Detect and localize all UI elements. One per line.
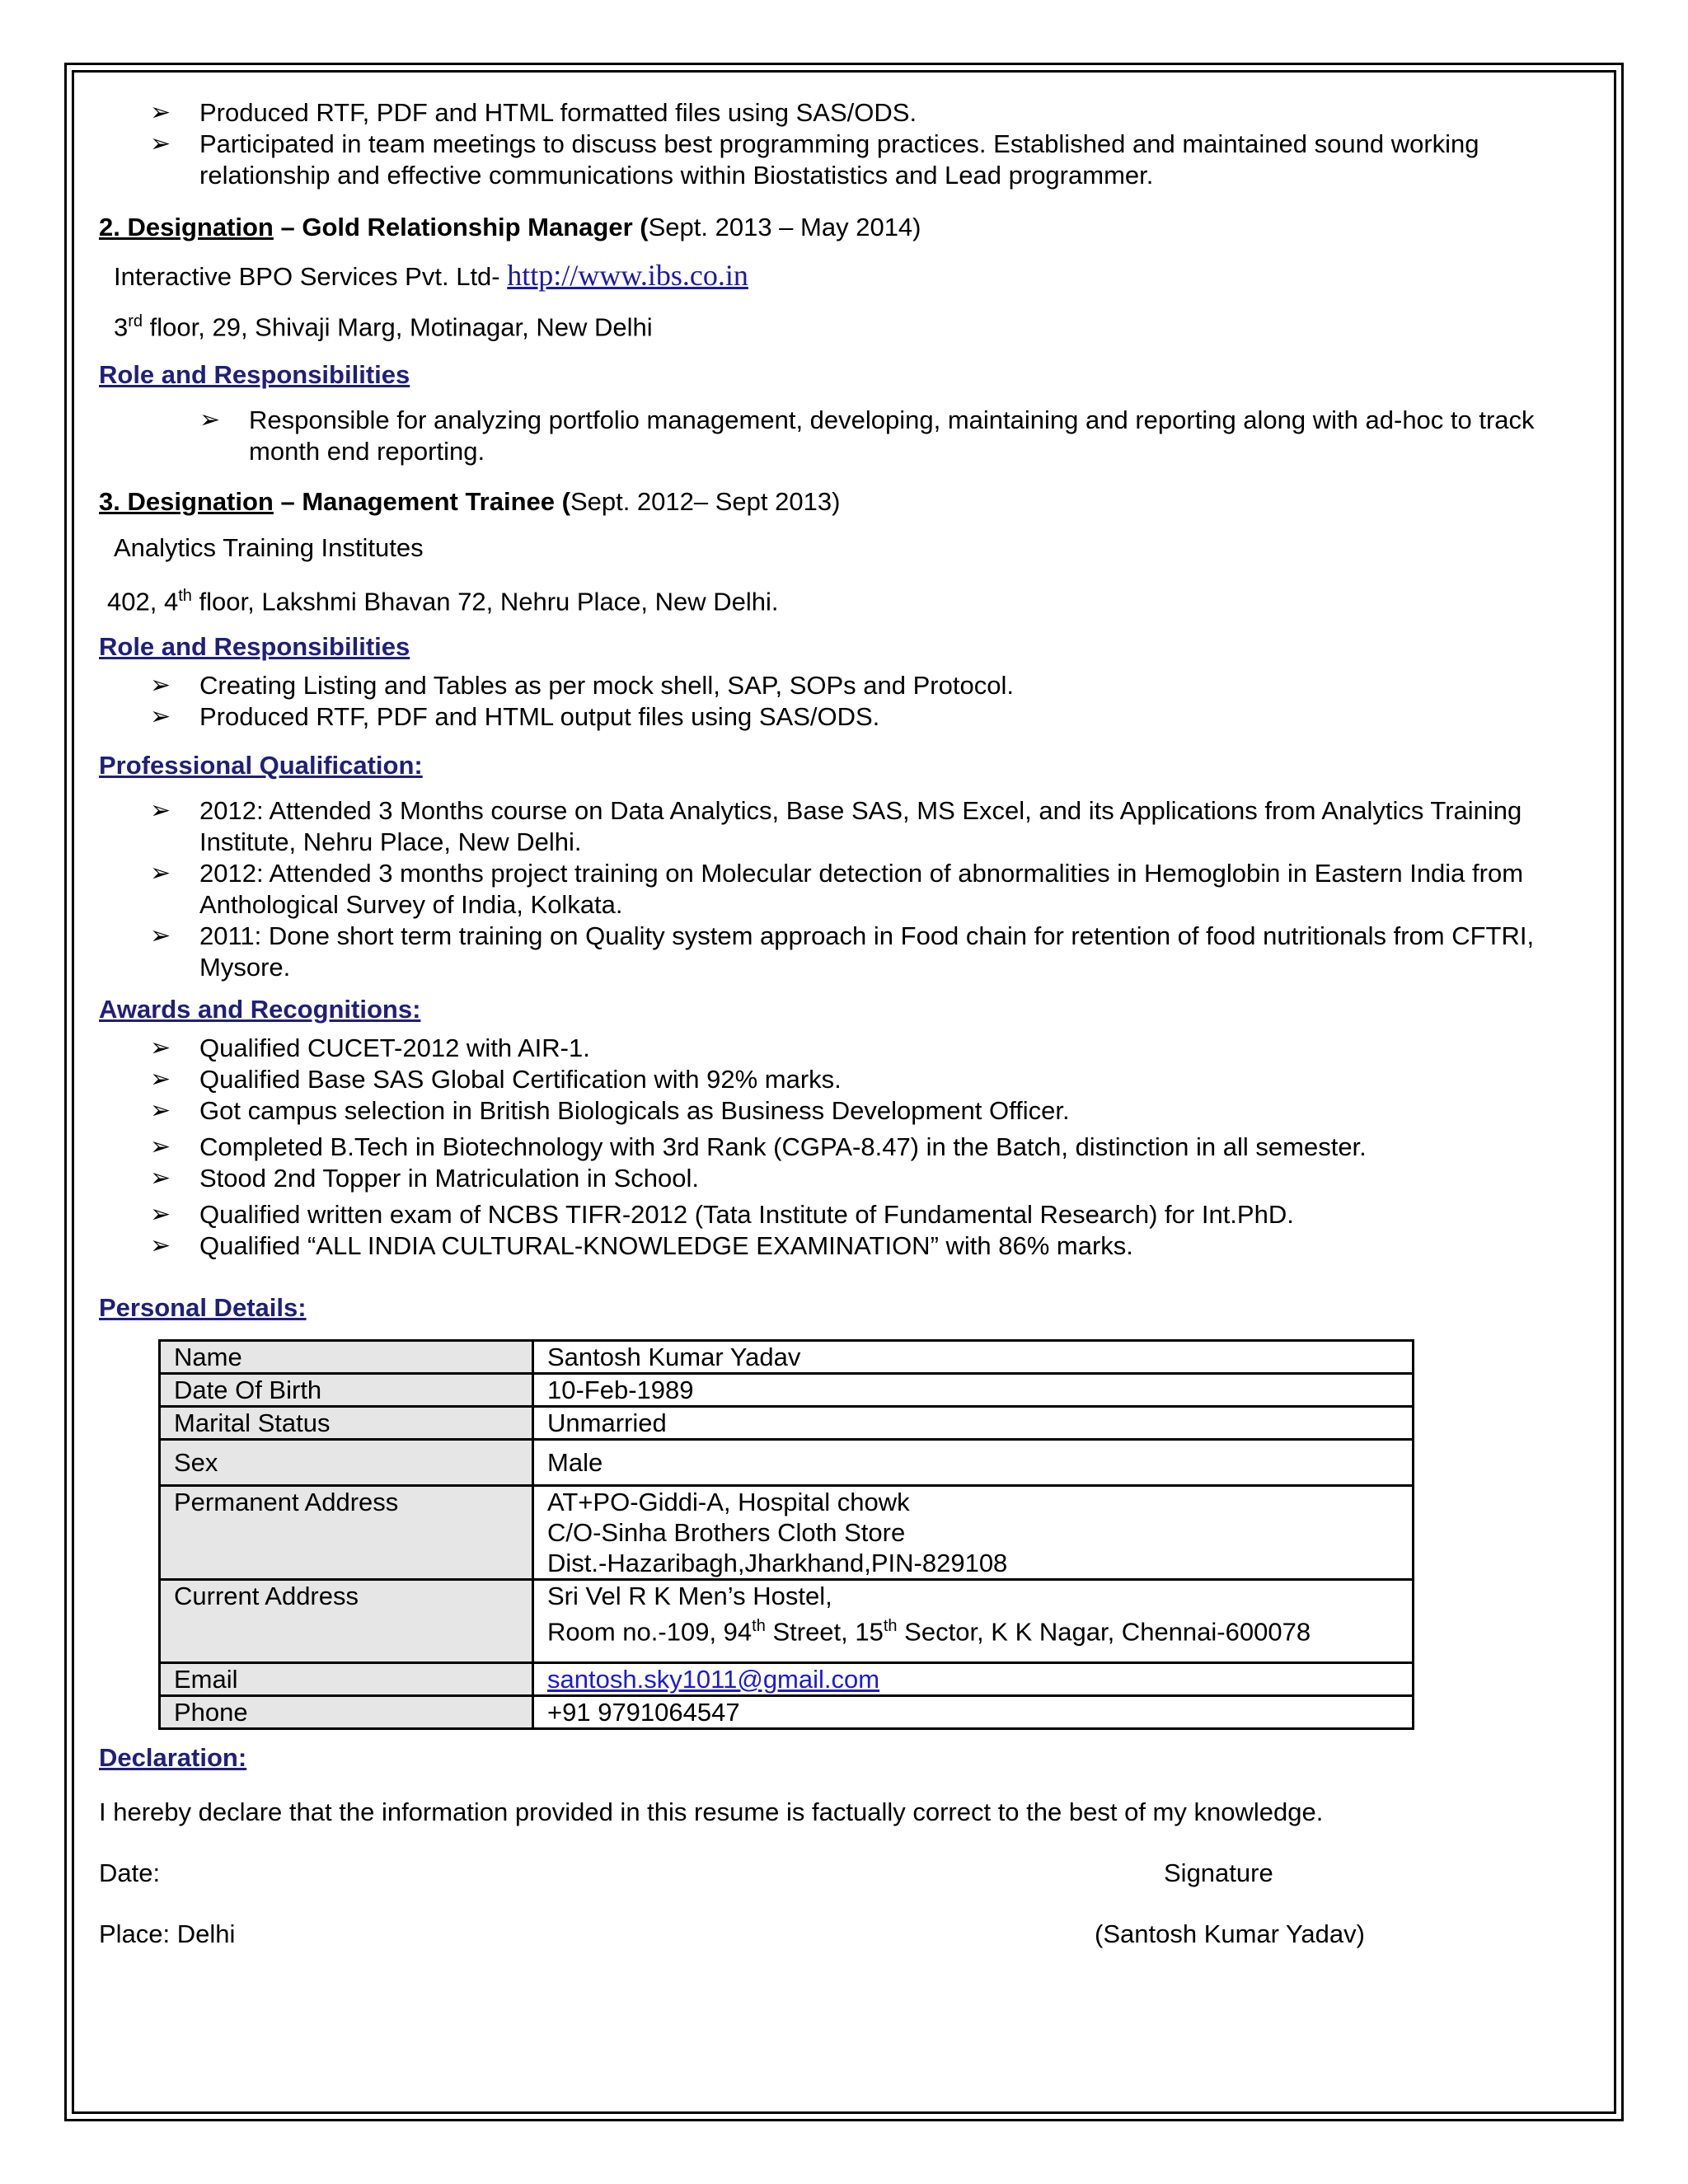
table-row: [160, 1406, 1414, 1439]
arrow-bullet-icon: ➢: [150, 1200, 171, 1228]
email-link[interactable]: santosh.sky1011@gmail.com: [547, 1664, 880, 1694]
row-label: Sex: [160, 1439, 533, 1485]
row-label: Name: [160, 1340, 533, 1373]
personal-heading: Personal Details:: [99, 1292, 307, 1322]
designation-3-heading: 3. Designation – Management Trainee (Sept. 2012– Sept 2013): [99, 487, 841, 517]
arrow-bullet-icon: ➢: [150, 99, 171, 126]
declaration-heading: Declaration:: [99, 1742, 247, 1772]
list-item: ➢ Stood 2nd Topper in Matriculation in School.: [150, 1163, 700, 1193]
row-value: Santosh Kumar Yadav: [533, 1340, 1414, 1373]
row-label: Marital Status: [160, 1406, 533, 1439]
list-item: ➢ Produced RTF, PDF and HTML output files using SAS/ODS.: [150, 701, 880, 731]
table-row: [160, 1485, 1414, 1579]
qualification-list: [99, 795, 1574, 983]
date-label: Date:: [99, 1858, 161, 1887]
table-row: [160, 1340, 1414, 1373]
row-value: 10-Feb-1989: [533, 1373, 1414, 1406]
company-website-link[interactable]: http://www.ibs.co.in: [507, 259, 748, 292]
row-value: [533, 1662, 1414, 1695]
list-item: ➢ 2011: Done short term training on Quality system approach in Food chain for retention of food nutritionals from CFTRI, Mysore.: [150, 921, 1535, 982]
list-item: ➢ Qualified Base SAS Global Certification with 92% marks.: [150, 1064, 842, 1094]
role-heading-3: Role and Responsibilities: [99, 631, 410, 661]
row-value: Unmarried: [533, 1406, 1414, 1439]
row-label: Permanent Address: [160, 1485, 533, 1579]
table-row: [160, 1373, 1414, 1406]
designation-2-heading: 2. Designation – Gold Relationship Manager (Sept. 2013 – May 2014): [99, 213, 921, 241]
arrow-bullet-icon: ➢: [150, 702, 171, 730]
arrow-bullet-icon: ➢: [150, 1164, 171, 1192]
row-label: Current Address: [160, 1579, 533, 1662]
table-row: [160, 1695, 1414, 1728]
row-label: Email: [160, 1662, 533, 1695]
list-item: ➢ 2012: Attended 3 months project training on Molecular detection of abnormalities in Hemoglobin in Eastern India from Anthological Survey of India, Kolkata.: [150, 858, 1524, 919]
list-item: ➢ Produced RTF, PDF and HTML formatted files using SAS/ODS.: [150, 98, 917, 127]
list-item: ➢ Completed B.Tech in Biotechnology with 3rd Rank (CGPA-8.47) in the Batch, distinction in all semester.: [150, 1132, 1367, 1161]
qualification-heading: Professional Qualification:: [99, 750, 423, 780]
personal-details-table: [158, 1339, 1414, 1730]
list-item: ➢ Creating Listing and Tables as per mock shell, SAP, SOPs and Protocol.: [150, 670, 1014, 700]
row-value: +91 9791064547: [533, 1695, 1414, 1728]
place-signer-row: [99, 1918, 1574, 1951]
arrow-bullet-icon: ➢: [150, 859, 171, 887]
date-signature-row: [99, 1857, 1574, 1890]
table-row: [160, 1662, 1414, 1695]
role-list-2: [99, 405, 1574, 467]
signature-label: Signature: [1164, 1858, 1273, 1887]
row-value: AT+PO-Giddi-A, Hospital chowk C/O-Sinha Brothers Cloth Store Dist.-Hazaribagh,Jharkhand,PIN-829108: [533, 1485, 1414, 1579]
arrow-bullet-icon: ➢: [150, 1096, 171, 1124]
work-continued-list: [99, 97, 1574, 191]
list-item: ➢ 2012: Attended 3 Months course on Data Analytics, Base SAS, MS Excel, and its Applications from Analytics Training Institute, Nehru Place, New Delhi.: [150, 795, 1522, 856]
arrow-bullet-icon: ➢: [199, 406, 221, 434]
arrow-bullet-icon: ➢: [150, 130, 171, 157]
table-row: [160, 1439, 1414, 1485]
designation-3-company: Analytics Training Institutes: [114, 533, 424, 563]
list-item: ➢ Got campus selection in British Biologicals as Business Development Officer.: [150, 1095, 1070, 1125]
list-item: ➢ Participated in team meetings to discuss best programming practices. Established and maintained sound working relationship and effective communications within Biostatistics and Lead programmer.: [150, 129, 1479, 190]
row-value: Sri Vel R K Men’s Hostel, Room no.-109, 94th Street, 15th Sector, K K Nagar, Chennai-600078: [533, 1579, 1414, 1662]
table-row: [160, 1579, 1414, 1662]
list-item: ➢ Qualified “ALL INDIA CULTURAL-KNOWLEDGE EXAMINATION” with 86% marks.: [150, 1230, 1133, 1260]
designation-2-address: 3rd floor, 29, Shivaji Marg, Motinagar, New Delhi: [114, 312, 653, 342]
list-item: ➢ Responsible for analyzing portfolio management, developing, maintaining and reporting along with ad-hoc to track month end reporting.: [199, 405, 1535, 466]
role-list-3: [99, 670, 1574, 733]
arrow-bullet-icon: ➢: [150, 1033, 171, 1062]
awards-heading: Awards and Recognitions:: [99, 994, 421, 1024]
designation-2-company: Interactive BPO Services Pvt. Ltd- http://www.ibs.co.in: [114, 259, 748, 292]
arrow-bullet-icon: ➢: [150, 796, 171, 824]
signer-name: (Santosh Kumar Yadav): [1095, 1919, 1365, 1948]
row-label: Date Of Birth: [160, 1373, 533, 1406]
arrow-bullet-icon: ➢: [150, 1132, 171, 1160]
designation-3-address: 402, 4th floor, Lakshmi Bhavan 72, Nehru Place, New Delhi.: [107, 587, 779, 616]
arrow-bullet-icon: ➢: [150, 671, 171, 699]
row-value: Male: [533, 1439, 1414, 1485]
list-item: ➢ Qualified CUCET-2012 with AIR-1.: [150, 1033, 590, 1062]
arrow-bullet-icon: ➢: [150, 1231, 171, 1259]
declaration-text: I hereby declare that the information provided in this resume is factually correct to the best of my knowledge.: [99, 1797, 1324, 1826]
arrow-bullet-icon: ➢: [150, 921, 171, 949]
place-label: Place: Delhi: [99, 1919, 236, 1948]
arrow-bullet-icon: ➢: [150, 1065, 171, 1093]
row-label: Phone: [160, 1695, 533, 1728]
awards-list: [99, 1033, 1574, 1262]
list-item: ➢ Qualified written exam of NCBS TIFR-2012 (Tata Institute of Fundamental Research) for Int.PhD.: [150, 1199, 1294, 1229]
role-heading-2: Role and Responsibilities: [99, 360, 410, 390]
resume-page: [99, 97, 1574, 1951]
